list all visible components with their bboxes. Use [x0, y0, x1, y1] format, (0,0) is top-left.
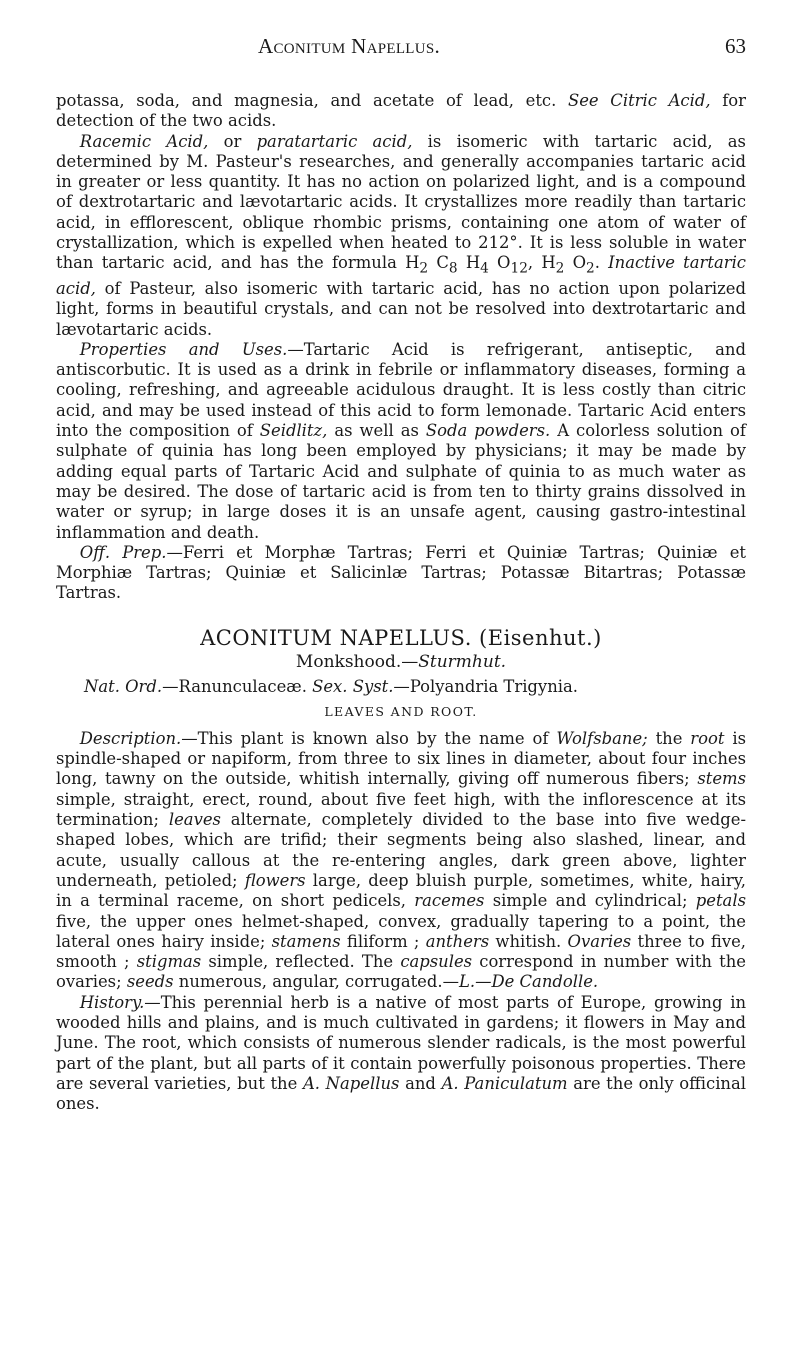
term: stamens	[271, 931, 341, 951]
text: the	[647, 728, 691, 748]
text: of Pasteur, also isomeric with tartaric acid, has no action upon polarized light, forms in beautiful crystals, and can not be resolved into dextrotartaric and lævotartaric acids.	[56, 278, 746, 339]
formula-part: , H	[527, 253, 556, 273]
term: leaves	[168, 810, 221, 830]
term: capsules	[400, 952, 473, 972]
text: numerous, angular, corrugated.—	[173, 972, 459, 992]
term: Ovaries	[567, 931, 632, 951]
term: A. Paniculatum	[441, 1073, 568, 1093]
text: simple, reflected. The	[201, 952, 401, 972]
section-label: Description.	[79, 728, 182, 748]
text: or	[208, 131, 257, 151]
page-header	[258, 34, 746, 62]
page-number: 63	[725, 34, 746, 58]
classification-line	[84, 677, 746, 697]
term: petals	[695, 891, 746, 911]
text: alternate, completely divided to the base into five wedge-shaped lobes, which are trifid; their segments being also slashed, linear, and acute, usually callous at the re-entering angles, dark green above, lighter underneath, petioled;	[56, 810, 746, 890]
text: —Ferri et Morphæ Tartras; Ferri et Quiniæ Tartras; Quiniæ et Morphiæ Tartras; Quiniæ et Salicinlæ Tartras; Potassæ Bitartras; Potassæ Tartras.	[56, 542, 746, 603]
term: seeds	[126, 972, 174, 992]
cross-reference: See Citric Acid,	[567, 91, 711, 110]
citation: L.—De Candolle.	[458, 972, 599, 992]
text: correspond in number with the ovaries;	[56, 952, 746, 992]
section-label: Sex. Syst.	[312, 677, 394, 697]
formula-part: C	[428, 253, 449, 273]
section-heading: ACONITUM NAPELLUS. (Eisenhut.)	[200, 625, 602, 650]
text: are the only officinal ones.	[56, 1073, 747, 1114]
formula-subscript: 8	[448, 260, 458, 277]
formula-subscript: 12	[510, 260, 528, 277]
text: and	[399, 1073, 442, 1093]
formula-part: O	[488, 253, 511, 273]
paragraph-racemic-acid	[56, 132, 746, 340]
text: simple and cylindrical;	[484, 891, 696, 911]
text: whitish.	[489, 931, 568, 951]
paragraph-properties-and-uses	[56, 340, 746, 543]
formula-subscript: 2	[419, 260, 429, 277]
section-label: Properties and Uses.	[79, 339, 288, 359]
paragraph-history	[56, 993, 746, 1115]
term: stems	[697, 769, 746, 789]
page-body	[56, 91, 746, 1115]
text: —Polyandria Trigynia.	[393, 677, 578, 697]
synonym-line	[56, 652, 746, 672]
text: three to five, smooth ;	[56, 931, 746, 972]
running-title: Aconitum Napellus.	[258, 34, 441, 58]
text: as well as	[327, 421, 426, 441]
text: is spindle-shaped or napiform, from three to six lines in diameter, about four inches long, tawny on the outside, whitish internally, giving off numerous fibers;	[56, 728, 747, 789]
section-label: Off. Prep.	[79, 542, 167, 562]
parts-used: LEAVES AND ROOT.	[324, 703, 478, 719]
formula-subscript: 2	[586, 260, 595, 277]
formula-subscript: 2	[555, 260, 565, 277]
text: —This plant is known also by the name of	[181, 728, 557, 748]
text: potassa, soda, and magnesia, and acetate of lead, etc.	[56, 91, 568, 110]
text: five, the upper ones helmet-shaped, convex, gradually tapering to a point, the lateral ones hairy inside;	[56, 911, 746, 951]
text: filiform ;	[340, 931, 426, 951]
paragraph-citric-reference	[56, 91, 746, 132]
term: root	[690, 728, 725, 748]
section-label: Nat. Ord.	[84, 677, 163, 697]
term: anthers	[425, 931, 490, 951]
text: Monkshood.—	[295, 652, 419, 672]
term: stigmas	[136, 952, 202, 972]
term: A. Napellus	[302, 1073, 400, 1093]
section-label: History.	[79, 992, 145, 1012]
paragraph-description	[56, 729, 746, 993]
text: large, deep bluish purple, sometimes, white, hairy, in a terminal raceme, on short pedicels,	[56, 870, 747, 911]
term: Soda powders.	[425, 421, 551, 441]
paragraph-officinal-preparations	[56, 543, 746, 604]
text: —This perennial herb is a native of most parts of Europe, growing in wooded hills and plains, and is much cultivated in gardens; it flowers in May and June. The root, which consists of numerous slender radicals, is the most powerful part of the plant, but all parts of it contain powerfully poisonous properties. There are several varieties, but the	[56, 992, 746, 1093]
text: is isomeric with tartaric acid, as determined by M. Pasteur's researches, and generally accompanies tartaric acid in greater or less quantity. It has no action on polarized light, and is a compound of dextrotartaric and lævotartaric acids. It crystallizes more readily than tartaric acid, in efflorescent, oblique rhombic prisms, containing one atom of water of crystallization, which is expelled when heated to 212°. It is less soluble in water than tartaric acid, and has the formula H	[56, 131, 746, 273]
term: Sturmhut.	[418, 652, 507, 672]
formula-part: H	[457, 253, 481, 273]
text: —Ranunculaceæ.	[162, 677, 313, 697]
term: Wolfsbane;	[556, 728, 648, 748]
text: —Tartaric Acid is refrigerant, antiseptic, and antiscorbutic. It is used as a drink in febrile or inflammatory diseases, forming a cooling, refreshing, and agreeable acidulous draught. It is less costly than citric acid, and may be used instead of this acid to form lemonade. Tartaric Acid enters into the composition of	[56, 339, 746, 441]
term: flowers	[244, 870, 306, 890]
term: Inactive tartaric acid,	[56, 253, 746, 298]
formula-subscript: 4	[480, 260, 489, 277]
term: paratartaric acid,	[256, 131, 413, 151]
term: Seidlitz,	[259, 421, 328, 441]
text: A colorless solution of sulphate of quinia has long been employed by physicians; it may be made by adding equal parts of Tartaric Acid and sulphate of quinia to as much water as may be desired. The dose of tartaric acid is from ten to thirty grains dissolved in water or syrup; in large doses it is an unsafe agent, causing gastro-intestinal inflammation and death.	[56, 421, 746, 542]
text: simple, straight, erect, round, about five feet high, with the inflorescence at its termination;	[56, 789, 746, 830]
formula-part: O	[564, 253, 587, 273]
formula-part: .	[594, 253, 609, 273]
term: Racemic Acid,	[79, 131, 209, 151]
term: racemes	[414, 891, 485, 911]
text: for detection of the two acids.	[56, 91, 746, 131]
